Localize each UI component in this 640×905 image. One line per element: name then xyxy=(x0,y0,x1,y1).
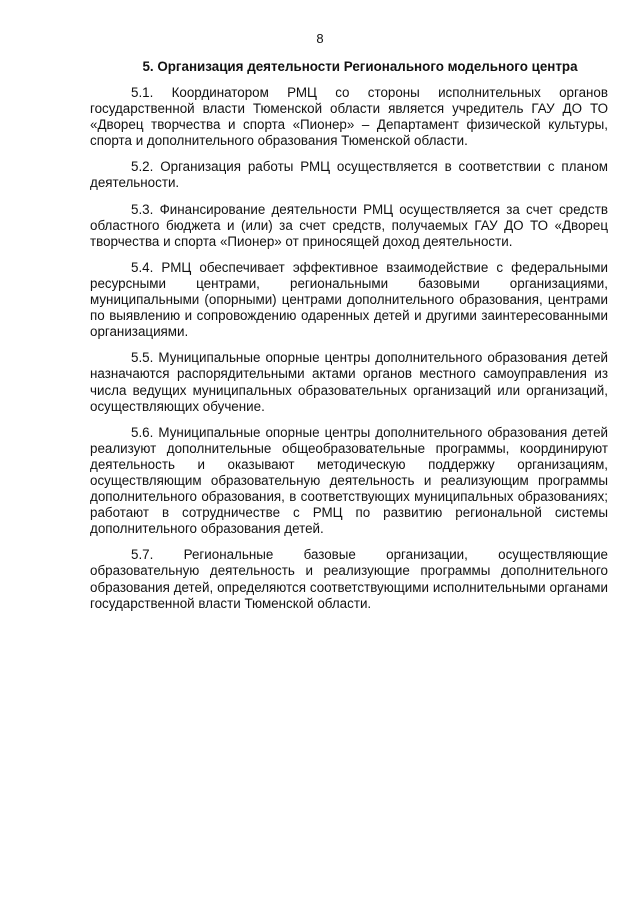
paragraph-5-2: 5.2. Организация работы РМЦ осуществляется в соответствии с планом деятельности. xyxy=(90,159,608,191)
paragraph-5-5: 5.5. Муниципальные опорные центры дополнительного образования детей назначаются распорядительными актами органов местного самоуправления из числа ведущих муниципальных образовательных организаций или организаций, осуществляющих обучение. xyxy=(90,350,608,414)
section-title: 5. Организация деятельности Регионального модельного центра xyxy=(142,59,578,74)
paragraph-5-6: 5.6. Муниципальные опорные центры дополнительного образования детей реализуют дополнительные общеобразовательные программы, координируют деятельность и оказывают методическую поддержку организациям, осуществляющим образовательную деятельность и реализующим программы дополнительного образования, в соответствующих муниципальных образованиях; работают в сотрудничестве с РМЦ по развитию региональной системы дополнительного образования детей. xyxy=(90,424,608,537)
paragraph-5-3: 5.3. Финансирование деятельности РМЦ осуществляется за счет средств областного бюджета и (или) за счет средств, получаемых ГАУ ДО ТО «Дворец творчества и спорта «Пионер» от приносящей доход деятельности. xyxy=(90,201,608,249)
page-number: 8 xyxy=(316,31,324,46)
paragraph-5-1: 5.1. Координатором РМЦ со стороны исполнительных органов государственной власти Тюменской области является учредитель ГАУ ДО ТО «Дворец творчества и спорта «Пионер» – Департамент физической культуры, спорта и дополнительного образования Тюменской области. xyxy=(90,85,608,149)
document-body xyxy=(90,58,608,622)
paragraph-5-7: 5.7. Региональные базовые организации, осуществляющие образовательную деятельность и реализующие программы дополнительного образования детей, определяются соответствующими исполнительными органами государственной власти Тюменской области. xyxy=(90,547,608,611)
paragraph-5-4: 5.4. РМЦ обеспечивает эффективное взаимодействие с федеральными ресурсными центрами, региональными базовыми организациями, муниципальными (опорными) центрами дополнительного образования, центрами по выявлению и сопровождению одаренных детей и другими заинтересованными организациями. xyxy=(90,259,608,340)
